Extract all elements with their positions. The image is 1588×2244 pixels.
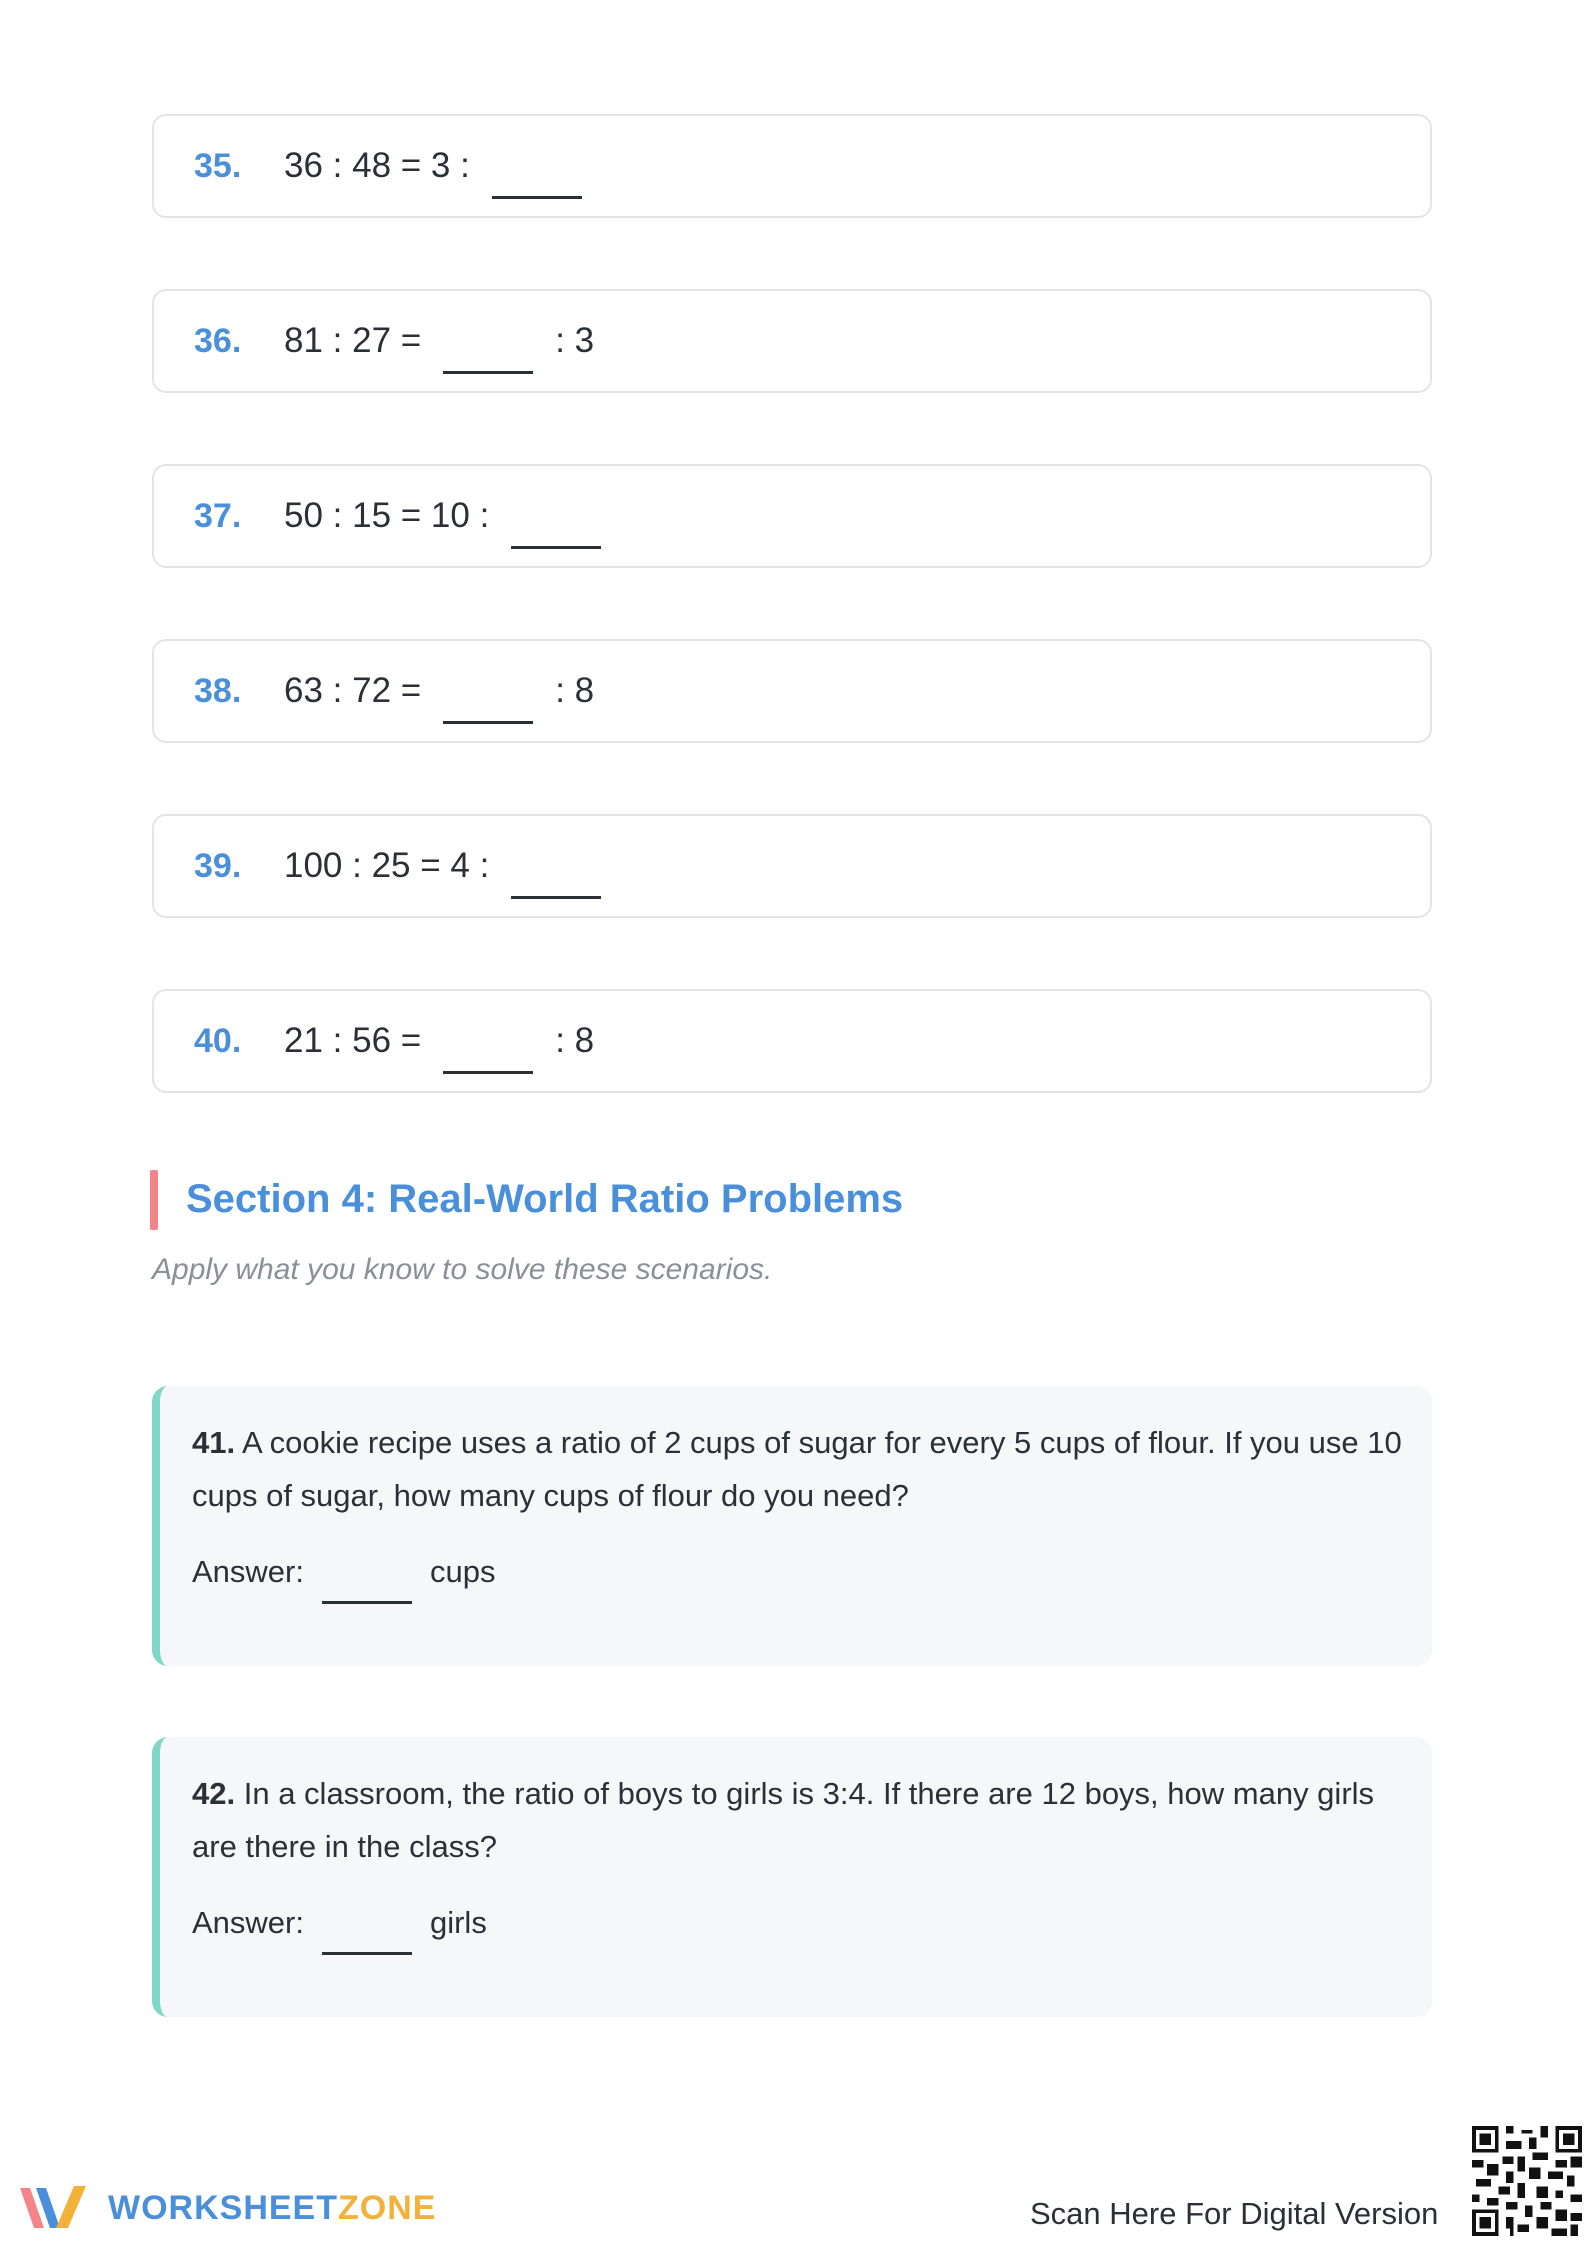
question-number: 38.: [194, 672, 242, 710]
answer-line: [192, 1552, 495, 1604]
section-accent-bar: [150, 1170, 158, 1230]
ratio-right: : 8: [555, 1021, 595, 1060]
section-title: Section 4: Real-World Ratio Problems: [186, 1177, 904, 1221]
ratio-left: 21 : 56 =: [284, 1021, 422, 1060]
answer-blank[interactable]: [511, 856, 601, 899]
question-number: 42.: [192, 1776, 236, 1811]
answer-unit: girls: [429, 1905, 487, 1940]
answer-line: [192, 1903, 487, 1955]
answer-blank[interactable]: [492, 156, 582, 199]
ratio-left: 81 : 27 =: [284, 321, 422, 360]
ratio-expression: [284, 671, 594, 724]
brand-part1: WORKSHEET: [108, 2189, 338, 2227]
ratio-left: 100 : 25 = 4 :: [284, 846, 490, 885]
answer-blank[interactable]: [443, 681, 533, 724]
ratio-problem-39: [152, 814, 1432, 918]
answer-blank[interactable]: [322, 1561, 412, 1604]
answer-blank[interactable]: [511, 506, 601, 549]
ratio-problem-37: [152, 464, 1432, 568]
ratio-expression: [284, 496, 623, 549]
word-problem-42: [152, 1737, 1432, 2017]
question-number: 36.: [194, 322, 242, 360]
problem-statement: In a classroom, the ratio of boys to girls is 3:4. If there are 12 boys, how many girls are there in the class?: [192, 1776, 1375, 1864]
question-number: 35.: [194, 147, 242, 185]
qr-code-icon[interactable]: [1472, 2126, 1582, 2236]
answer-label: Answer:: [192, 1554, 304, 1589]
ratio-problem-40: [152, 989, 1432, 1093]
ratio-expression: [284, 321, 594, 374]
ratio-left: 63 : 72 =: [284, 671, 422, 710]
ratio-left: 36 : 48 = 3 :: [284, 146, 470, 185]
ratio-expression: [284, 1021, 594, 1074]
ratio-right: : 3: [555, 321, 595, 360]
answer-unit: cups: [429, 1554, 496, 1589]
ratio-right: : 8: [555, 671, 595, 710]
question-number: 39.: [194, 847, 242, 885]
answer-label: Answer:: [192, 1905, 304, 1940]
question-number: 40.: [194, 1022, 242, 1060]
problem-text: [192, 1416, 1412, 1522]
problem-text: [192, 1767, 1412, 1873]
ratio-expression: [284, 846, 623, 899]
ratio-problem-38: [152, 639, 1432, 743]
problem-statement: A cookie recipe uses a ratio of 2 cups of sugar for every 5 cups of flour. If you use 10 cups of sugar, how many cups of flour do you need?: [192, 1425, 1402, 1513]
ratio-problem-35: [152, 114, 1432, 218]
brand-name[interactable]: [108, 2188, 436, 2228]
ratio-problem-36: [152, 289, 1432, 393]
scan-text: Scan Here For Digital Version: [1030, 2196, 1439, 2231]
section-subtitle: Apply what you know to solve these scenarios.: [152, 1253, 773, 1286]
question-number: 37.: [194, 497, 242, 535]
brand-part2: ZONE: [338, 2189, 437, 2227]
answer-blank[interactable]: [443, 1031, 533, 1074]
answer-blank[interactable]: [322, 1912, 412, 1955]
ratio-expression: [284, 146, 604, 199]
answer-blank[interactable]: [443, 331, 533, 374]
ratio-left: 50 : 15 = 10 :: [284, 496, 490, 535]
worksheetzone-logo-icon: [16, 2180, 96, 2236]
question-number: 41.: [192, 1425, 236, 1460]
word-problem-41: [152, 1386, 1432, 1666]
